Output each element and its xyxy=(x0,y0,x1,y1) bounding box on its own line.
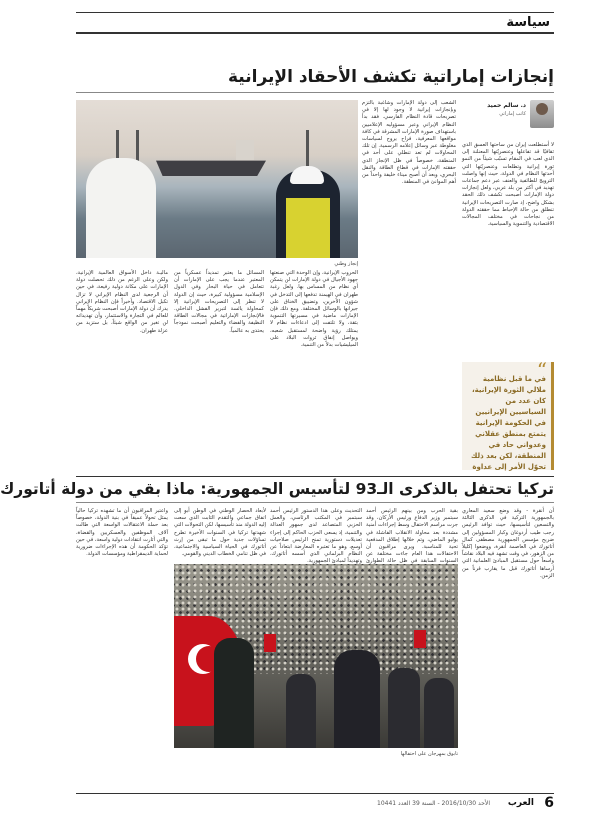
section-label: سياسة xyxy=(506,15,550,30)
pull-quote xyxy=(462,358,554,471)
column-text: ماليـة داخل الأسواق العالمية الإيرانية، ولكن وعلى الرغم من ذلك تحصلت دولة الإمارات على مكانة دولية رفيعة، في حين أن الرجعية لدى النظام الإيراني لا تزال تكبل الاقتصاد. وأخيراً فإن النظام الإيراني يدرك أن دولة الإمارات أصبحت شريكاً مهماً للعالم في التجارة والاستثمار، وأن تهديداته لن تغير من الواقع شيئاً، بل ستزيد من عزلة طهران. xyxy=(76,270,168,334)
article1-column xyxy=(174,270,264,470)
column-text: الحروب الإيرانية، وإن الوحدة التي صنعتها جهود الأجيال في دولة الإمارات لن يتمكن أي نظام من المساس بها. ولعل رغبة طهران في الهيمنة تدفعها إلى التدخل في شؤون الآخرين، وتضييق الخناق على جيرانها بالوسائل المختلفة. ومع ذلك فإن الإمارات ماضية في مسيرتها التنموية بثقة، ولا تلتفت إلى ادعاءات نظام لا يمتلك رؤية واضحة لمستقبل شعبه، ويواصل إنفاق ثروات البلاد على الميليشيات بدلاً من التنمية. xyxy=(270,270,358,349)
article2-column xyxy=(462,508,554,788)
article2-column xyxy=(366,508,458,565)
turkish-flag xyxy=(414,630,426,648)
column-text: لأبعاد الحصار الوطني في الوطن أبو إلى اتفاق جماعي والتقدم الثابت الذي سعت إليه الدولة منذ تأسيسها، لكن التحولات التي شهدتها تركيا في السنوات الأخيرة تطرح تساؤلات جدية حول ما تبقى من إرث أتاتورك في الحياة السياسية والاجتماعية، في ظل تنامي الخطاب الديني والقومي. xyxy=(174,508,266,558)
president xyxy=(334,650,380,748)
article2-photo xyxy=(174,564,458,748)
author-box xyxy=(484,100,554,138)
column-text: بقية الحرب ومن بينهم الرئيس أحمد سبتمبر وزير الدفاع ورئيس الأركان، وقد جرت مراسم الاحتفال وسط إجراءات أمنية مشددة بعد محاولة الانقلاب الفاشلة في يوليو الماضي، وتم خلالها إطلاق المدفعية تحية للمناسبة. ويرى مراقبون أن الاحتفالات هذا العام جاءت مختلفة عن السنوات السابقة في ظل حالة الطوارئ xyxy=(366,508,458,565)
article1-photo-caption: إنجاز وطني xyxy=(334,261,358,267)
honor-guard xyxy=(214,638,254,748)
article-separator xyxy=(76,476,554,477)
newspaper-logo: العرب xyxy=(507,798,534,808)
headline-divider xyxy=(76,92,554,93)
article1-column xyxy=(362,100,456,470)
turkish-flag xyxy=(264,634,276,652)
column-text: التحديث وعلى هذا الدستور الرئيس أحمد سبتمبر في المكتب الرئاسي، والعمل الحزبي المتصاعد لدى جمهور العدالة والتنمية، إذ يسعى الحزب الحاكم إلى إجراء تعديلات دستورية تمنح الرئيس صلاحيات أوسع، وهو ما تعتبره المعارضة ابتعاداً عن النظام البرلماني الذي أسسه أتاتورك، وتهديداً لمبادئ الجمهورية. xyxy=(270,508,362,565)
page-number: 6 xyxy=(544,795,554,811)
official xyxy=(388,668,420,748)
article2-headline: تركيا تحتفل بالذكرى الـ93 لتأسيس الجمهورية: ماذا بقي من دولة أتاتورك xyxy=(0,480,554,498)
hard-hat xyxy=(290,166,324,184)
article1-photo xyxy=(76,100,358,258)
author-name: د. سالم حميد xyxy=(487,102,526,109)
crane xyxy=(306,130,309,170)
section-header-bar xyxy=(76,12,554,34)
pull-quote-text: في ما قبل نظامية ملالي الثورة الإيرانية، كان عدد من السياسيين الإيرانيين في الحكومة الإيرانية يتمتع بمنطق عقلاني وعدواني حاد في المنطقة، لكن بعد ذلك تحوّل الأمر إلى عداوة xyxy=(470,375,546,471)
page-footer xyxy=(76,797,554,813)
article2-column xyxy=(76,508,168,788)
article2-column xyxy=(174,508,266,560)
article2-photo-caption: تابوق بمهرجان على احتفالها xyxy=(400,751,458,757)
quote-mark-icon: “ xyxy=(536,358,547,382)
official xyxy=(424,678,454,748)
headline-divider xyxy=(76,502,554,503)
column-text: أن أنقرة - وقد وضع سعيد المعاري بالجمهورية التركية في الذكرى الثالثة والتسعين لتأسيسها، حيث توافد الرئيس رجب طيب أردوغان وكبار المسؤولين إلى ضريح مؤسس الجمهورية مصطفى كمال أتاتورك في العاصمة أنقرة، ووضعوا إكليلاً من الزهور، في وقت تشهد فيه البلاد نقاشاً واسعاً حول مستقبل المبادئ العلمانية التي أرساها أتاتورك قبل ما يقارب قرناً من الزمن. xyxy=(462,508,554,579)
man-in-kandura xyxy=(86,158,156,258)
footer-divider xyxy=(76,793,554,794)
ship-tower xyxy=(236,140,254,160)
column-text: الشعب إلى دولة الإمارات وشاغبة بالتزم وبإنجازات إيرانية لا وجود لها إلا في تصريحات قادة النظام الفارسي. فقد بدأ النظام الإيراني وعبر مسؤوليه الإعلاميين باستهداف صورة الإمارات المشرقة في كافة مواقعها المعرفية، فراح يروج لسياسات مغلوطة عبر وسائل إعلامه الرسمية. إن تلك المحاولات لم تعد تنطلي على أحد في المنطقة، خصوصاً في ظل الإنجاز الذي حققته الإمارات في قطاع الطاقة والنقل البحري، وبعد أن أصبح ميناء خليفة واحداً من أهم الموانئ في المنطقة. xyxy=(362,100,456,186)
article1-column xyxy=(270,270,358,470)
article1-column xyxy=(76,270,168,470)
safety-vest xyxy=(286,198,330,258)
column-text: لا أستطلعت إيران من ساحتها العسق الذي ثقافيّا قد تفاعلها وعنصريّتها المعنلنة إلى الذي لعب في المقام تسبّب شيئاً من النمو ثورة إيرانية وتطلعات وعنصريّتها التي أحدثها النظام في الدولة، حيث إنها واصلت الترويج للطائفية والعنف عبر دعم جماعات تهديد في أكثر من بلد عربي، ولعل إنجازات دولة الإمارات أصبحت تكشف ذلك الحقد بشكل واضح، إذ صارت التصريحات الإيرانية تنطلق من حالة الإحباط مما حققته الدولة من نجاحات في مختلف المجالات الاقتصادية والتنموية والسياسية. xyxy=(462,142,554,228)
column-text: واعتبر المراقبون أن ما تشهده تركيا حالياً يمثل تحولاً عميقاً في بنية الدولة، خصوصاً بعد حملة الاعتقالات الواسعة التي طالت آلاف الموظفين والعسكريين والقضاة، والتي أثارت انتقادات دولية واسعة، في حين تؤكد الحكومة أن هذه الإجراءات ضرورية لحماية الديمقراطية ومؤسسات الدولة. xyxy=(76,508,168,558)
author-role: كاتب إماراتي xyxy=(499,111,526,117)
date-line: الأحد 2016/10/30 - السنة 39 العدد 10441 xyxy=(377,800,490,807)
article1-headline: إنجازات إماراتية تكشف الأحقاد الإيرانية xyxy=(228,67,554,87)
official xyxy=(286,674,316,748)
article1-column xyxy=(462,142,554,358)
column-text: المسائل ما يعتبر تمديداً عسكرياً من المعتبر عندما يجب على الإمارات أن تتعامل في حياة البحار وفي الدول الإسلامية مسؤولية كبيرة، حيث إن الدولة لا تنظر إلى التصريحات الإيرانية إلا كمحاولة يائسة لتبرير الفشل الداخلي. فالإنجازات الإماراتية في مجالات الطاقة النظيفة والفضاء والتعليم أصبحت نموذجاً يحتذى به عالمياً. xyxy=(174,270,264,334)
author-photo xyxy=(530,100,554,128)
article2-column xyxy=(270,508,362,565)
